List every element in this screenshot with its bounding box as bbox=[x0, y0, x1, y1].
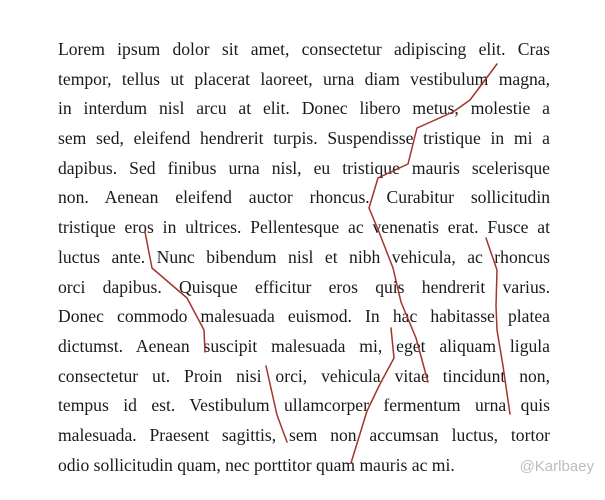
text-line-1: Lorem ipsum dolor sit amet, consectetur adipiscing elit. Cras bbox=[58, 39, 550, 59]
text-line-15: odio sollicitudin quam, nec porttitor quam mauris ac mi. bbox=[58, 454, 455, 475]
text-line-10: Donec commodo malesuada euismod. In hac habitasse platea bbox=[58, 306, 550, 327]
watermark-label: @Karlbaey bbox=[519, 458, 594, 475]
text-line-14: malesuada. Praesent sagittis, sem non accumsan luctus, tortor bbox=[58, 424, 550, 445]
text-line-3: in interdum nisl arcu at elit. Donec libero metus, molestie a bbox=[58, 98, 550, 119]
text-line-8: luctus ante. Nunc bibendum nisl et nibh vehicula, ac rhoncus bbox=[58, 246, 550, 267]
text-line-13: tempus id est. Vestibulum ullamcorper fermentum urna quis bbox=[58, 395, 550, 416]
text-line-6: non. Aenean eleifend auctor rhoncus. Curabitur sollicitudin bbox=[58, 187, 550, 208]
text-line-4: sem sed, eleifend hendrerit turpis. Suspendisse tristique in mi a bbox=[58, 128, 550, 149]
text-line-7: tristique eros in ultrices. Pellentesque ac venenatis erat. Fusce at bbox=[58, 217, 550, 238]
text-line-9: orci dapibus. Quisque efficitur eros quis hendrerit varius. bbox=[58, 276, 550, 297]
text-line-11: dictumst. Aenean suscipit malesuada mi, eget aliquam ligula bbox=[58, 335, 550, 356]
text-line-2: tempor, tellus ut placerat laoreet, urna diam vestibulum magna, bbox=[58, 68, 550, 89]
text-line-5: dapibus. Sed finibus urna nisl, eu tristique mauris scelerisque bbox=[58, 157, 550, 178]
text-line-12: consectetur ut. Proin nisi orci, vehicula vitae tincidunt non, bbox=[58, 365, 550, 386]
lorem-paragraph bbox=[58, 35, 550, 480]
